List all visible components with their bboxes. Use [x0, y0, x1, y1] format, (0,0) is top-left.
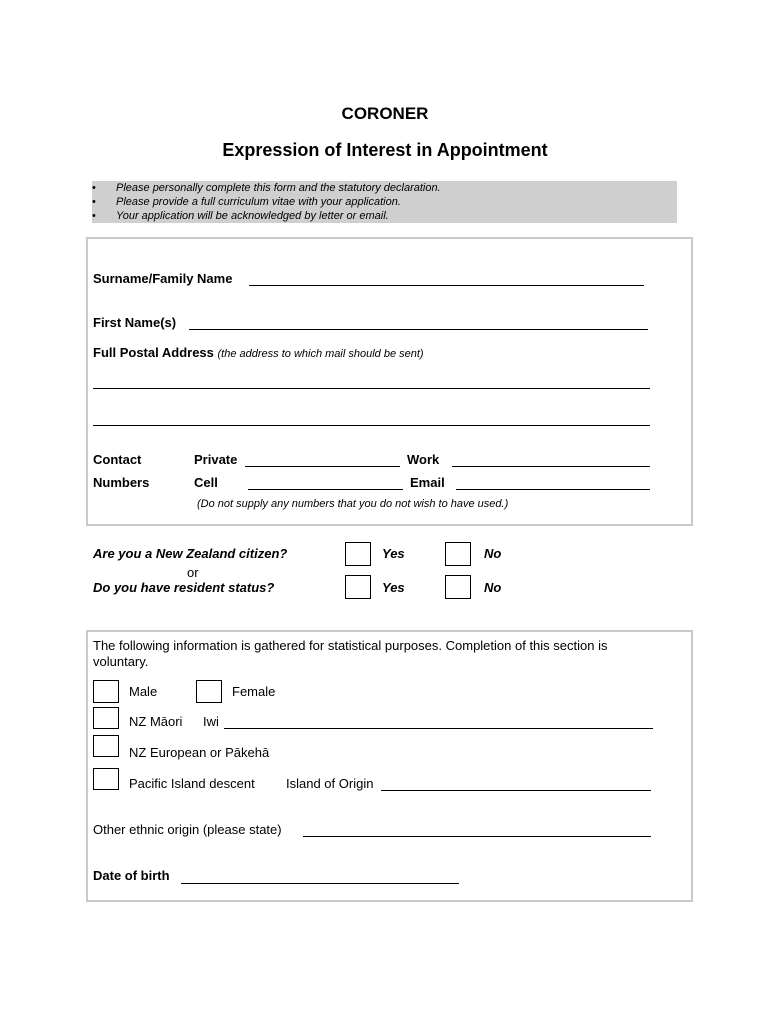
male-checkbox[interactable] — [93, 680, 119, 703]
surname-field[interactable] — [249, 285, 644, 286]
nz-maori-label: NZ Māori — [129, 714, 183, 729]
nz-european-checkbox[interactable] — [93, 735, 119, 757]
resident-no-checkbox[interactable] — [445, 575, 471, 599]
first-name-field[interactable] — [189, 329, 648, 330]
resident-yes-checkbox[interactable] — [345, 575, 371, 599]
address-line-1-field[interactable] — [93, 388, 650, 389]
address-line-2-field[interactable] — [93, 425, 650, 426]
instruction-text: Your application will be acknowledged by letter or email. — [116, 210, 389, 222]
citizen-yes-checkbox[interactable] — [345, 542, 371, 566]
email-field[interactable] — [456, 489, 650, 490]
work-phone-field[interactable] — [452, 466, 650, 467]
female-checkbox[interactable] — [196, 680, 222, 703]
resident-question: Do you have resident status? — [93, 580, 275, 595]
contact-label: Contact — [93, 452, 142, 467]
citizen-yes-label: Yes — [382, 546, 405, 561]
surname-label: Surname/Family Name — [93, 271, 233, 286]
address-label — [93, 345, 424, 360]
private-phone-field[interactable] — [245, 466, 400, 467]
first-name-label: First Name(s) — [93, 315, 177, 330]
female-label: Female — [232, 684, 276, 699]
address-label-text: Full Postal Address — [93, 345, 214, 360]
resident-yes-label: Yes — [382, 580, 405, 595]
work-label: Work — [407, 452, 440, 467]
page-subtitle: Expression of Interest in Appointment — [222, 140, 548, 160]
statistics-intro-line2: voluntary. — [93, 654, 149, 669]
address-hint: (the address to which mail should be sent) — [217, 348, 424, 360]
pacific-island-label: Pacific Island descent — [129, 776, 255, 791]
email-label: Email — [410, 475, 445, 490]
citizen-no-label: No — [484, 546, 502, 561]
date-of-birth-field[interactable] — [181, 883, 459, 884]
citizen-question: Are you a New Zealand citizen? — [93, 546, 288, 561]
bullet-icon: • — [92, 210, 96, 222]
male-label: Male — [129, 684, 158, 699]
cell-phone-field[interactable] — [248, 489, 403, 490]
island-of-origin-label: Island of Origin — [286, 776, 374, 791]
private-label: Private — [194, 452, 238, 467]
cell-label: Cell — [194, 475, 218, 490]
other-ethnic-label: Other ethnic origin (please state) — [93, 822, 282, 837]
or-text: or — [187, 565, 199, 580]
instruction-text: Please provide a full curriculum vitae with your application. — [116, 196, 401, 208]
statistics-intro: The following information is gathered for statistical purposes. Completion of this section is — [93, 638, 608, 653]
pacific-island-checkbox[interactable] — [93, 768, 119, 790]
iwi-label: Iwi — [203, 714, 219, 729]
other-ethnic-field[interactable] — [303, 836, 651, 837]
nz-maori-checkbox[interactable] — [93, 707, 119, 729]
resident-no-label: No — [484, 580, 502, 595]
page-title: CORONER — [341, 104, 429, 123]
numbers-label: Numbers — [93, 475, 150, 490]
statistics-section — [86, 630, 693, 902]
bullet-icon: • — [92, 196, 96, 208]
iwi-field[interactable] — [224, 728, 653, 729]
citizen-no-checkbox[interactable] — [445, 542, 471, 566]
date-of-birth-label: Date of birth — [93, 868, 170, 883]
instruction-text: Please personally complete this form and the statutory declaration. — [116, 182, 441, 194]
bullet-icon: • — [92, 182, 96, 194]
numbers-note: (Do not supply any numbers that you do not wish to have used.) — [197, 498, 509, 510]
island-of-origin-field[interactable] — [381, 790, 651, 791]
instructions-panel — [92, 181, 677, 223]
nz-european-label: NZ European or Pākehā — [129, 745, 270, 760]
